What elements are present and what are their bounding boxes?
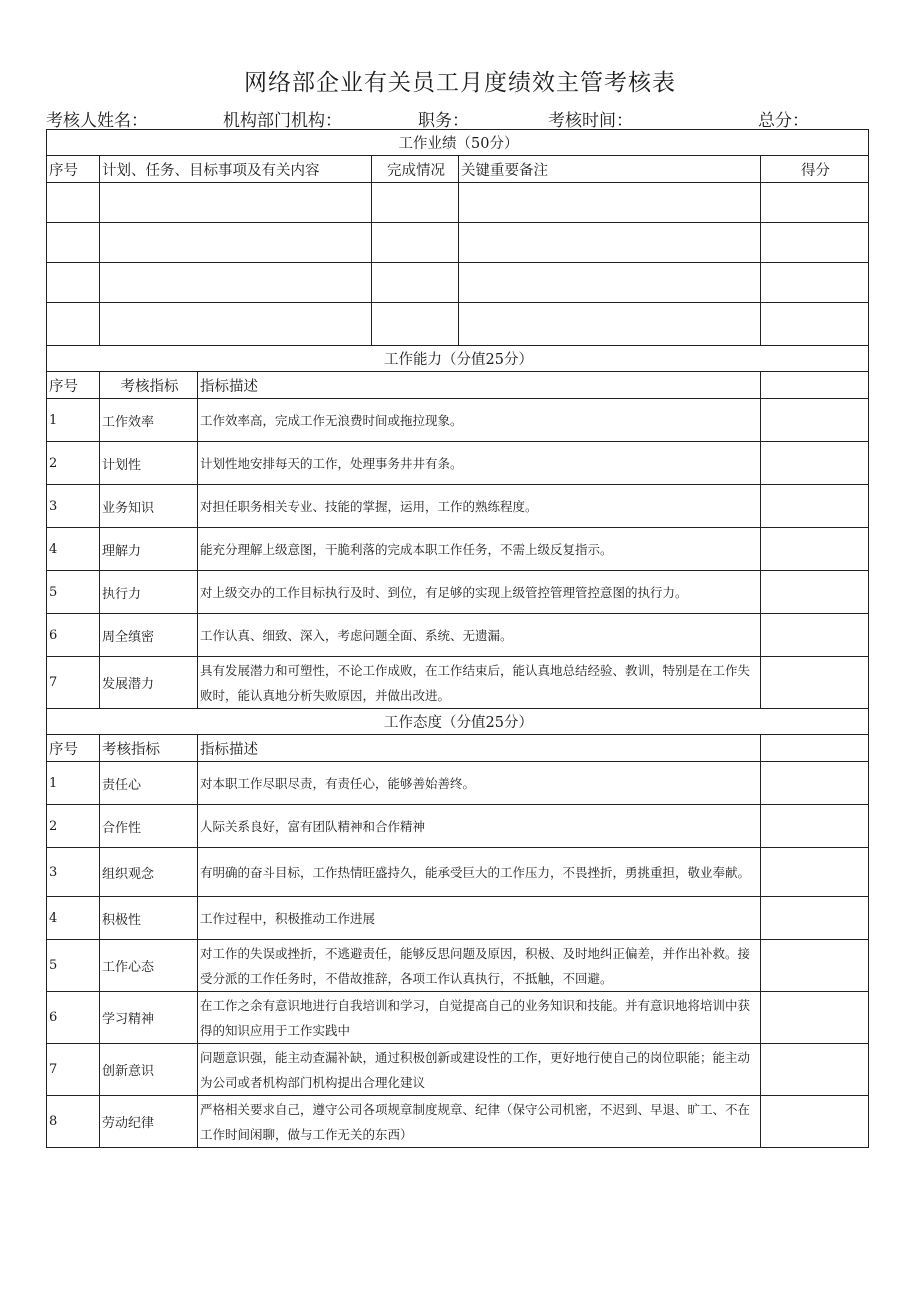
- blank-cell[interactable]: [761, 303, 869, 346]
- indicator-name: 工作心态: [100, 940, 198, 992]
- blank-cell[interactable]: [47, 183, 100, 223]
- col-header-description: 指标描述: [198, 372, 761, 399]
- attitude-row: [47, 805, 869, 848]
- indicator-description: 对工作的失误或挫折，不逃避责任，能够反思问题及原因，积极、及时地纠正偏差，并作出补救。接受分派的工作任务时，不借故推辞，各项工作认真执行，不抵触，不回避。: [198, 940, 761, 992]
- row-number: 8: [47, 1096, 100, 1148]
- blank-cell[interactable]: [459, 223, 761, 263]
- col-header-description: 指标描述: [198, 735, 761, 762]
- blank-cell[interactable]: [761, 263, 869, 303]
- attitude-row: [47, 848, 869, 897]
- col-header-no: 序号: [47, 372, 100, 399]
- indicator-description: 严格相关要求自己，遵守公司各项规章制度规章、纪律（保守公司机密，不迟到、早退、旷工、不在工作时间闲聊，做与工作无关的东西）: [198, 1096, 761, 1148]
- score-cell[interactable]: [761, 399, 869, 442]
- indicator-description: 在工作之余有意识地进行自我培训和学习，自觉提高自己的业务知识和技能。并有意识地将培训中获得的知识应用于工作实践中: [198, 992, 761, 1044]
- blank-cell[interactable]: [100, 303, 372, 346]
- col-header-indicator: 考核指标: [100, 372, 198, 399]
- score-cell[interactable]: [761, 1096, 869, 1148]
- row-number: 2: [47, 805, 100, 848]
- indicator-name: 责任心: [100, 762, 198, 805]
- indicator-name: 业务知识: [100, 485, 198, 528]
- row-number: 6: [47, 992, 100, 1044]
- score-cell[interactable]: [761, 848, 869, 897]
- attitude-row: [47, 1096, 869, 1148]
- blank-cell[interactable]: [100, 263, 372, 303]
- indicator-description: 能充分理解上级意图，干脆利落的完成本职工作任务，不需上级反复指示。: [198, 528, 761, 571]
- indicator-name: 工作效率: [100, 399, 198, 442]
- row-number: 1: [47, 399, 100, 442]
- col-header-indicator: 考核指标: [100, 735, 198, 762]
- ability-row: [47, 528, 869, 571]
- indicator-name: 计划性: [100, 442, 198, 485]
- blank-cell[interactable]: [47, 303, 100, 346]
- score-cell[interactable]: [761, 571, 869, 614]
- indicator-description: 对本职工作尽职尽责，有责任心，能够善始善终。: [198, 762, 761, 805]
- performance-section-header: 工作业绩（50分）: [47, 130, 869, 156]
- score-cell[interactable]: [761, 485, 869, 528]
- blank-cell[interactable]: [761, 223, 869, 263]
- score-cell[interactable]: [761, 614, 869, 657]
- col-header-score: 得分: [761, 156, 869, 183]
- indicator-description: 工作过程中，积极推动工作进展: [198, 897, 761, 940]
- row-number: 7: [47, 657, 100, 709]
- ability-row: [47, 614, 869, 657]
- indicator-description: 计划性地安排每天的工作，处理事务井井有条。: [198, 442, 761, 485]
- indicator-description: 人际关系良好，富有团队精神和合作精神: [198, 805, 761, 848]
- blank-cell[interactable]: [372, 303, 459, 346]
- total-score-label: 总分：: [758, 111, 809, 131]
- row-number: 5: [47, 940, 100, 992]
- form-title: 网络部企业有关员工月度绩效主管考核表: [244, 70, 676, 96]
- blank-cell[interactable]: [761, 183, 869, 223]
- ability-section-header: 工作能力（分值25分）: [47, 346, 869, 372]
- indicator-name: 合作性: [100, 805, 198, 848]
- blank-cell[interactable]: [459, 183, 761, 223]
- row-number: 7: [47, 1044, 100, 1096]
- row-number: 1: [47, 762, 100, 805]
- attitude-section-header: 工作态度（分值25分）: [47, 709, 869, 735]
- indicator-description: 工作认真、细致、深入，考虑问题全面、系统、无遗漏。: [198, 614, 761, 657]
- position-label: 职务：: [418, 111, 469, 131]
- attitude-row: [47, 940, 869, 992]
- col-header-completion: 完成情况: [372, 156, 459, 183]
- blank-cell[interactable]: [100, 183, 372, 223]
- indicator-description: 对担任职务相关专业、技能的掌握，运用，工作的熟练程度。: [198, 485, 761, 528]
- blank-cell[interactable]: [459, 303, 761, 346]
- indicator-name: 劳动纪律: [100, 1096, 198, 1148]
- col-header-no: 序号: [47, 156, 100, 183]
- ability-row: [47, 442, 869, 485]
- score-cell[interactable]: [761, 1044, 869, 1096]
- performance-row: [47, 223, 869, 263]
- score-cell[interactable]: [761, 940, 869, 992]
- blank-cell[interactable]: [47, 263, 100, 303]
- indicator-name: 积极性: [100, 897, 198, 940]
- score-cell[interactable]: [761, 805, 869, 848]
- attitude-row: [47, 992, 869, 1044]
- score-cell[interactable]: [761, 528, 869, 571]
- score-cell[interactable]: [761, 992, 869, 1044]
- row-number: 3: [47, 848, 100, 897]
- indicator-name: 执行力: [100, 571, 198, 614]
- indicator-description: 问题意识强，能主动查漏补缺，通过积极创新或建设性的工作，更好地行使自己的岗位职能；能主动为公司或者机构部门机构提出合理化建议: [198, 1044, 761, 1096]
- attitude-row: [47, 762, 869, 805]
- score-cell[interactable]: [761, 442, 869, 485]
- col-header-remark: 关键重要备注: [459, 156, 761, 183]
- performance-row: [47, 303, 869, 346]
- row-number: 3: [47, 485, 100, 528]
- blank-cell[interactable]: [372, 263, 459, 303]
- performance-row: [47, 183, 869, 223]
- department-label: 机构部门机构：: [223, 111, 342, 131]
- score-cell[interactable]: [761, 657, 869, 709]
- blank-cell[interactable]: [372, 223, 459, 263]
- row-number: 5: [47, 571, 100, 614]
- indicator-name: 组织观念: [100, 848, 198, 897]
- row-number: 4: [47, 897, 100, 940]
- score-cell[interactable]: [761, 762, 869, 805]
- indicator-name: 周全缜密: [100, 614, 198, 657]
- col-header-no: 序号: [47, 735, 100, 762]
- indicator-description: 具有发展潜力和可塑性，不论工作成败，在工作结束后，能认真地总结经验、教训，特别是在工作失败时，能认真地分析失败原因，并做出改进。: [198, 657, 761, 709]
- score-cell[interactable]: [761, 897, 869, 940]
- blank-cell[interactable]: [761, 372, 869, 399]
- indicator-description: 有明确的奋斗目标，工作热情旺盛持久，能承受巨大的工作压力，不畏挫折，勇挑重担，敬业奉献。: [198, 848, 761, 897]
- indicator-description: 工作效率高，完成工作无浪费时间或拖拉现象。: [198, 399, 761, 442]
- row-number: 6: [47, 614, 100, 657]
- blank-cell[interactable]: [100, 223, 372, 263]
- indicator-name: 发展潜力: [100, 657, 198, 709]
- blank-cell[interactable]: [459, 263, 761, 303]
- indicator-description: 对上级交办的工作目标执行及时、到位，有足够的实现上级管控管理管控意图的执行力。: [198, 571, 761, 614]
- blank-cell[interactable]: [761, 735, 869, 762]
- assessment-table: [46, 129, 869, 1148]
- ability-row: [47, 657, 869, 709]
- assess-time-label: 考核时间：: [548, 111, 633, 131]
- row-number: 4: [47, 528, 100, 571]
- assessee-name-label: 考核人姓名：: [46, 111, 148, 131]
- ability-row: [47, 485, 869, 528]
- indicator-name: 理解力: [100, 528, 198, 571]
- indicator-name: 学习精神: [100, 992, 198, 1044]
- col-header-content: 计划、任务、目标事项及有关内容: [100, 156, 372, 183]
- attitude-row: [47, 897, 869, 940]
- ability-row: [47, 399, 869, 442]
- blank-cell[interactable]: [372, 183, 459, 223]
- row-number: 2: [47, 442, 100, 485]
- blank-cell[interactable]: [47, 223, 100, 263]
- performance-row: [47, 263, 869, 303]
- form-info-line: [46, 106, 868, 130]
- indicator-name: 创新意识: [100, 1044, 198, 1096]
- ability-row: [47, 571, 869, 614]
- attitude-row: [47, 1044, 869, 1096]
